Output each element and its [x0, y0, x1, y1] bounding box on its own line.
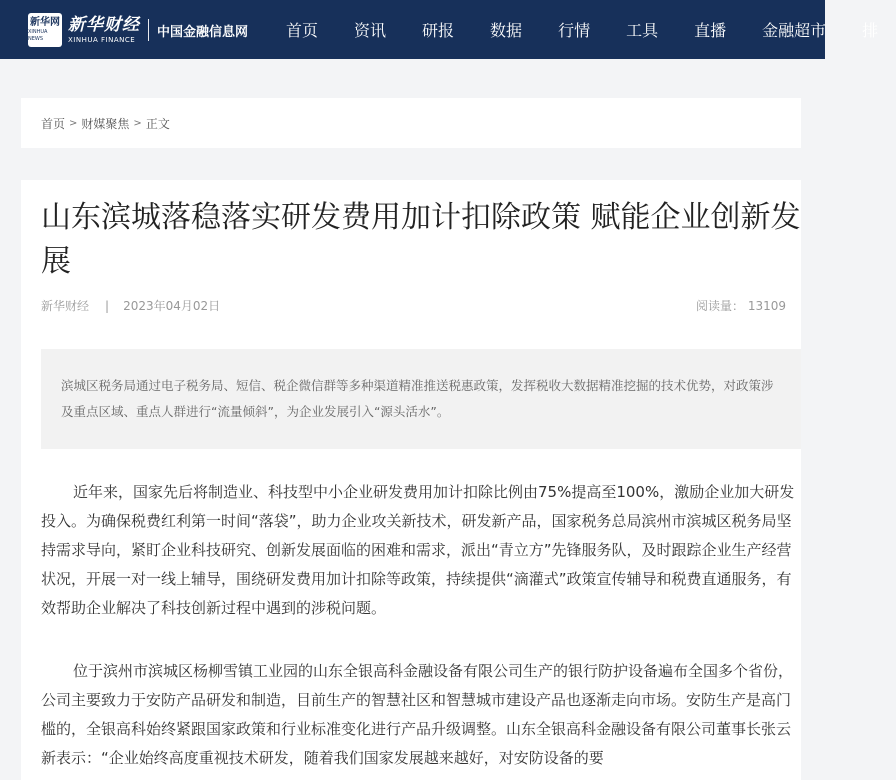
nav-item-news[interactable]: 资讯 [354, 21, 387, 40]
nav-item-finance-market[interactable]: 金融超市 [762, 21, 827, 40]
article-paragraph: 近年来，国家先后将制造业、科技型中小企业研发费用加计扣除比例由75%提高至100%，激励企业加大研发投入。为确保税费红利第一时间“落袋”，助力企业攻关新技术，研发新产品，国家税务总局滨州市滨城区税务局坚持需求导向，紧盯企业科技研究、创新发展面临的困难和需求，派出“青立方”先锋服务队，及时跟踪企业生产经营状况，开展一对一线上辅导，围绕研发费用加计扣除等政策，持续提供“滴灌式”政策宣传辅导和税费直通服务，有效帮助企业解决了科技创新过程中遇到的涉税问题。 [41, 483, 795, 617]
read-count [696, 297, 786, 314]
logo-badge-subtext: XINHUA NEWS [28, 29, 48, 42]
breadcrumb-home-link[interactable]: 首页 [41, 116, 66, 131]
nav-item-home[interactable]: 首页 [286, 21, 319, 40]
article-card [21, 180, 801, 780]
meta-separator: | [105, 298, 110, 313]
article-paragraph: 位于滨州市滨城区杨柳雪镇工业园的山东全银高科金融设备有限公司生产的银行防护设备遍布全国多个省份，公司主要致力于安防产品研发和制造，目前生产的智慧社区和智慧城市建设产品也逐渐走向市场。安防生产是高门槛的，全银高科始终紧跟国家政策和行业标准变化进行产品升级调整。山东全银高科金融设备有限公司董事长张云新表示：“企业始终高度重视技术研发，随着我们国家发展越来越好，对安防设备的要 [41, 662, 794, 767]
nav-item-data[interactable]: 数据 [490, 21, 523, 40]
breadcrumb-section-link[interactable]: 财媒聚焦 [81, 116, 130, 131]
nav-item-live[interactable]: 直播 [694, 21, 727, 40]
article-meta [41, 297, 786, 314]
article-summary: 滨城区税务局通过电子税务局、短信、税企微信群等多种渠道精准推送税惠政策，发挥税收大数据精准挖掘的技术优势，对政策涉及重点区域、重点人群进行“流量倾斜”，为企业发展引入“源头活水”。 [41, 349, 801, 449]
nav-item-quotes[interactable]: 行情 [558, 21, 591, 40]
site-logo[interactable] [28, 12, 248, 48]
article-title: 山东滨城落稳落实研发费用加计扣除政策 赋能企业创新发展 [41, 200, 801, 279]
xinhua-news-logo-badge [28, 13, 62, 47]
brand-name-cn: 新华财经 [68, 15, 140, 35]
read-count-value: 13109 [747, 299, 786, 313]
article-source: 新华财经 [41, 299, 90, 313]
nav-item-ranking[interactable]: 排 [862, 21, 879, 40]
article-date: 2023年04月02日 [123, 299, 221, 313]
breadcrumb-current: 正文 [145, 116, 170, 131]
brand-name [68, 15, 140, 45]
brand-name-en: XINHUA FINANCE [68, 36, 136, 44]
nav-item-tools[interactable]: 工具 [626, 21, 659, 40]
breadcrumb-separator: > [133, 117, 142, 129]
top-navigation-bar [0, 0, 879, 59]
logo-badge-text: 新华网 [30, 17, 60, 28]
main-nav [268, 0, 896, 59]
nav-item-research[interactable]: 研报 [422, 21, 455, 40]
logo-divider [148, 19, 149, 41]
read-count-label: 阅读量： [695, 299, 744, 313]
breadcrumb-separator: > [69, 117, 78, 129]
site-name: 中国金融信息网 [157, 24, 249, 40]
breadcrumb [21, 98, 801, 148]
